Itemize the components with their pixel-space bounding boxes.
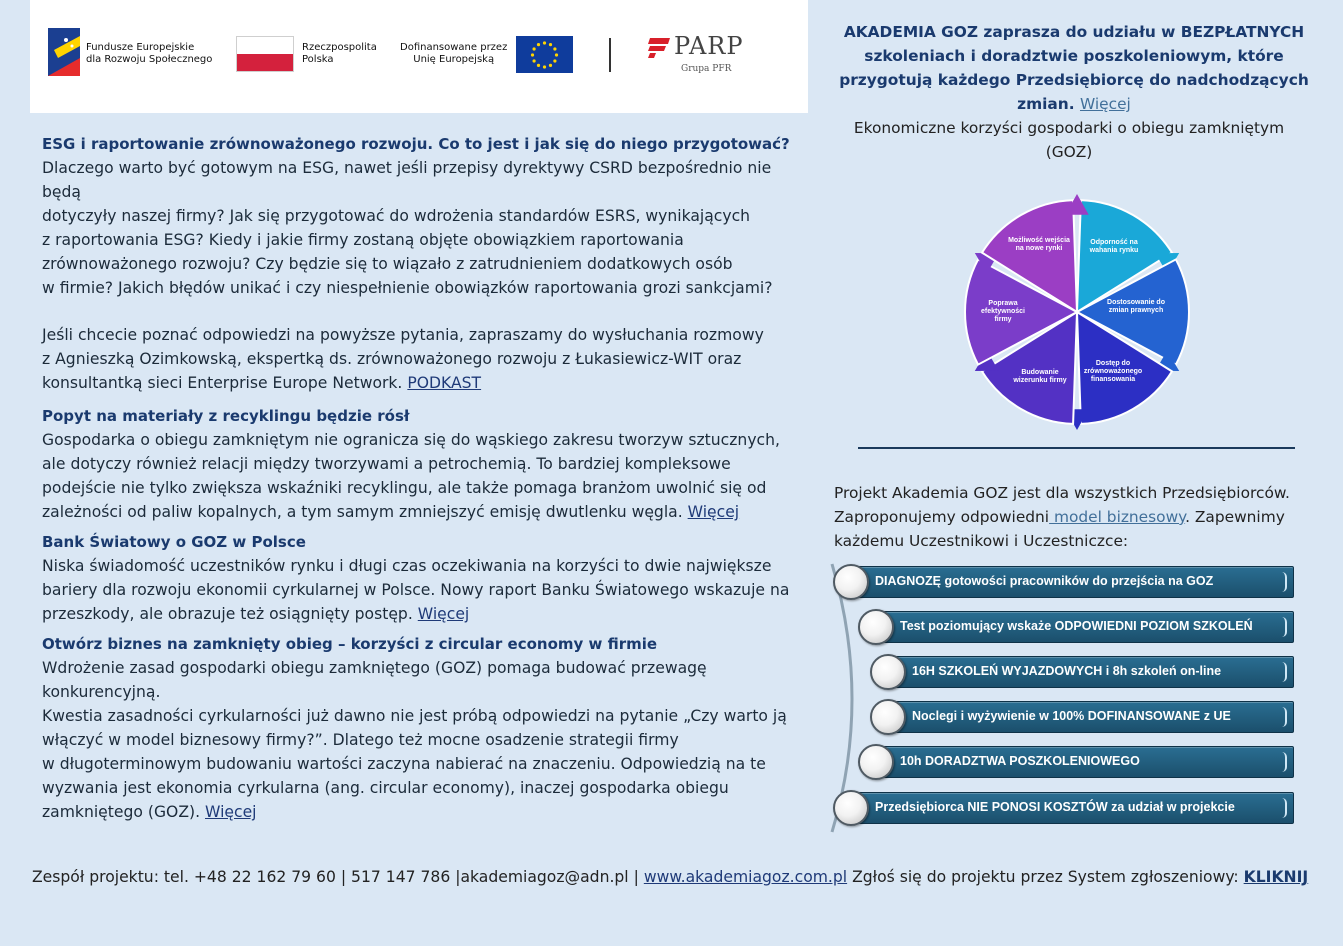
offer-bullet-icon [858,609,894,645]
article-world-bank [42,530,812,626]
offer-text: Przedsiębiorca NIE PONOSI KOSZTÓW za udział w projekcie [875,800,1235,814]
article-title: Popyt na materiały z recyklingu będzie rósł [42,407,410,425]
more-link[interactable]: Więcej [687,503,740,521]
offer-bar [870,611,1294,643]
article-line: bariery dla rozwoju ekonomii cyrkularnej w Polsce. Nowy raport Banku Światowego wskazuje na [42,581,790,599]
article-line: zrównoważonego rozwoju? Czy będzie się to wiązało z zatrudnieniem dodatkowych osób [42,255,733,273]
business-model-link[interactable]: model biznesowy [1049,508,1186,526]
article-line: dotyczyły naszej firmy? Jak się przygotować do wdrożenia standardów ESRS, wynikających [42,207,751,225]
eu-funds-text: Fundusze Europejskie dla Rozwoju Społecznego [86,42,213,65]
offer-text: Noclegi i wyżywienie w 100% DOFINANSOWANE z UE [912,709,1231,723]
project-description: Projekt Akademia GOZ jest dla wszystkich Przedsiębiorców. Zaproponujemy odpowiedni model biznesowy. Zapewnimy każdemu Uczestnikowi i Uczestniczce: [834,484,1290,550]
logo-divider [609,38,611,72]
benefits-wheel [955,187,1200,437]
article-line: włączyć w model biznesowy firmy?”. Dlatego też mocne osadzenie strategii firmy [42,731,679,749]
article-title: ESG i raportowanie zrównoważonego rozwoju. Co to jest i jak się do niego przygotować? [42,135,790,153]
eu-cofunded-text: Dofinansowane przez Unię Europejską [400,42,508,65]
wheel-label: Poprawa efektywności firmy [981,300,1025,323]
offer-bar [882,656,1294,688]
academy-headline: AKADEMIA GOZ zaprasza do udziału w BEZPŁATNYCH szkoleniach i doradztwie poszkoleniowym, które przygotują każdego Przedsiębiorcę do nadchodzących zmian. Więcej [839,23,1309,113]
offer-bar [870,746,1294,778]
offer-bullet-icon [833,564,869,600]
logo-bar [30,0,808,113]
more-link[interactable]: Więcej [205,803,257,821]
article-line: w długoterminowym budowaniu wartości zaczyna nabierać na znaczeniu. Odpowiedzią na te [42,755,766,773]
article-line: konkurencyjną. [42,683,161,701]
parp-logo-text: PARP [674,32,744,60]
eu-funds-logo-icon [48,28,80,76]
offer-bullet-icon [858,744,894,780]
wheel-label: Budowanie wizerunku firmy [1013,369,1067,384]
wheel-label: Odporność na wahania rynku [1089,239,1139,254]
article-line: przeszkody, ale obrazuje też osiągnięty postęp. Więcej [42,605,470,623]
offer-text: DIAGNOZĘ gotowości pracowników do przejścia na GOZ [875,574,1214,588]
article-line: wyzwania jest ekonomia cyrkularna (ang. circular economy), inaczej gospodarka obiegu [42,779,729,797]
article-title: Bank Światowy o GOZ w Polsce [42,533,306,551]
article-line: w firmie? Jakich błędów unikać i czy niespełnienie obowiązków raportowania grozi sankcjami? [42,279,773,297]
offer-text: Test poziomujący wskaże ODPOWIEDNI POZIOM SZKOLEŃ [900,619,1253,633]
offer-bar [844,792,1294,824]
poland-text: Rzeczpospolita Polska [302,42,377,65]
section-divider [858,447,1295,449]
wheel-caption: Ekonomiczne korzyści gospodarki o obiegu zamkniętym (GOZ) [853,119,1285,161]
article-line: Dlaczego warto być gotowym na ESG, nawet jeśli przepisy dyrektywy CSRD bezpośrednio nie będą [42,159,772,201]
article-line: z Agnieszką Ozimkowską, ekspertką ds. zrównoważonego rozwoju z Łukasiewicz-WIT oraz [42,350,742,368]
wheel-label: Dostosowanie do zmian prawnych [1107,299,1165,314]
more-link[interactable]: Więcej [417,605,470,623]
offer-text: 10h DORADZTWA POSZKOLENIOWEGO [900,754,1140,768]
article-recycling [42,404,812,524]
headline-more-link[interactable]: Więcej [1079,95,1131,113]
article-line: Kwestia zasadności cyrkularności już dawno nie jest próbą odpowiedzi na pytanie „Czy warto ją [42,707,787,725]
poland-flag-icon [236,36,294,72]
article-circular-economy [42,632,812,824]
offer-text: 16H SZKOLEŃ WYJAZDOWYCH i 8h szkoleń on-line [912,664,1222,678]
offer-bullet-icon [870,654,906,690]
offer-bar [844,566,1294,598]
offer-bar [882,701,1294,733]
article-line: Niska świadomość uczestników rynku i długi czas oczekiwania na korzyści to dwie największe [42,557,772,575]
eu-flag-icon [516,36,573,73]
offer-bullet-icon [870,699,906,735]
article-line: podejście nie tylko zwiększa wskaźniki recyklingu, ale także pomaga branżom uwolnić się od [42,479,767,497]
articles-column [42,132,812,824]
article-line: Wdrożenie zasad gospodarki obiegu zamkniętego (GOZ) pomaga budować przewagę [42,659,707,677]
wheel-label: Dostęp do zrównoważonego finansowania [1083,360,1143,383]
article-line: zamkniętego (GOZ). Więcej [42,803,257,821]
offer-bullet-icon [833,790,869,826]
parp-logo-icon [648,38,670,58]
article-esg [42,132,812,395]
register-link[interactable]: KLIKNIJ [1243,868,1309,886]
article-line: konsultantką sieci Enterprise Europe Network. PODKAST [42,374,482,392]
podcast-link[interactable]: PODKAST [407,374,482,392]
wheel-label: Możliwość wejścia na nowe rynki [1008,237,1070,252]
article-line: ale dotyczy również relacji między tworzywami a petrochemią. To bardziej kompleksowe [42,455,731,473]
footer-contact: Zespół projektu: tel. +48 22 162 79 60 | 517 147 786 |akademiagoz@adn.pl | www.akademiagoz.com.pl Zgłoś się do projektu przez System zgłoszeniowy: KLIKNIJ [32,868,1309,886]
article-line: z raportowania ESG? Kiedy i jakie firmy zostaną objęte obowiązkiem raportowania [42,231,684,249]
article-line: zależności od paliw kopalnych, a tym samym zmniejszyć emisję dwutlenku węgla. Więcej [42,503,740,521]
offer-list [828,560,1298,835]
website-link[interactable]: www.akademiagoz.com.pl [643,868,848,886]
article-line: Gospodarka o obiegu zamkniętym nie ogranicza się do wąskiego zakresu tworzyw sztucznych, [42,431,780,449]
article-line: Jeśli chcecie poznać odpowiedzi na powyższe pytania, zapraszamy do wysłuchania rozmowy [42,326,764,344]
article-title: Otwórz biznes na zamknięty obieg – korzyści z circular economy w firmie [42,635,658,653]
parp-subtitle: Grupa PFR [681,64,732,74]
